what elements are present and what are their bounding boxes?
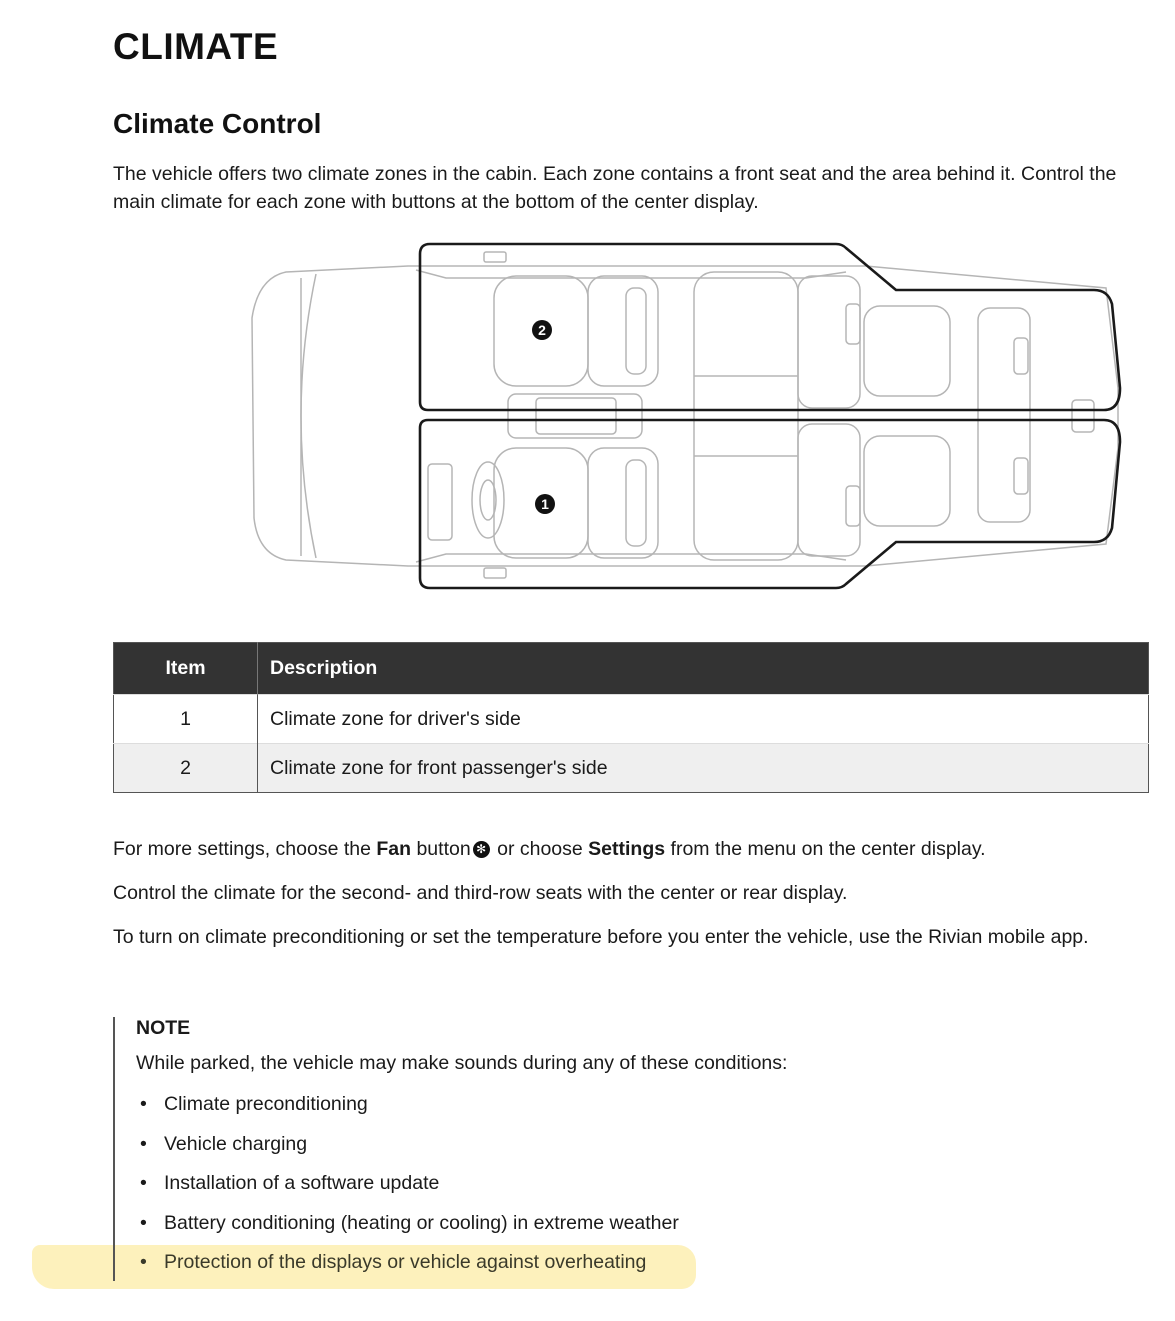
rear-climate-paragraph: Control the climate for the second- and third-row seats with the center or rear display.	[113, 882, 848, 904]
note-title: NOTE	[136, 1017, 191, 1039]
zone-1-outline	[420, 420, 1120, 588]
header-item: Item	[114, 643, 258, 695]
header-description: Description	[258, 643, 1149, 695]
intro-paragraph: The vehicle offers two climate zones in the cabin. Each zone contains a front seat and the area behind it. Control the main climate for each zone with buttons at the bottom of the center display.	[113, 163, 1117, 213]
table-row	[114, 744, 1149, 793]
page-title: CLIMATE	[113, 26, 279, 67]
zone-2-outline	[420, 244, 1120, 410]
list-item: • Climate preconditioning	[140, 1093, 368, 1115]
zone-2-badge	[532, 320, 552, 340]
zone-1-badge	[535, 494, 555, 514]
note-text: While parked, the vehicle may make sounds during any of these conditions:	[136, 1052, 788, 1074]
section-title: Climate Control	[113, 108, 322, 139]
table-row	[114, 695, 1149, 744]
items-table	[113, 642, 1149, 793]
list-item: • Battery conditioning (heating or cooling) in extreme weather	[140, 1211, 679, 1234]
list-item: • Installation of a software update	[140, 1172, 440, 1194]
row-description: Climate zone for front passenger's side	[258, 744, 1149, 793]
cabin-zone-diagram	[246, 238, 1126, 594]
table-header-row	[114, 643, 1149, 695]
svg-text:1: 1	[541, 496, 549, 512]
row-item: 2	[114, 744, 258, 793]
note-list	[136, 1093, 679, 1291]
row-description: Climate zone for driver's side	[258, 695, 1149, 744]
settings-paragraph: For more settings, choose the Fan button ✻ or choose Settings from the menu on the center display.	[113, 838, 986, 860]
list-item-highlighted: • Protection of the displays or vehicle against overheating	[140, 1251, 647, 1273]
preconditioning-paragraph: To turn on climate preconditioning or set the temperature before you enter the vehicle, use the Rivian mobile app.	[113, 926, 1089, 948]
list-item: • Vehicle charging	[140, 1132, 308, 1155]
settings-term: Settings	[588, 838, 666, 860]
note-callout	[113, 1017, 1135, 1281]
row-item: 1	[114, 695, 258, 744]
fan-term: Fan	[376, 838, 412, 860]
svg-text:2: 2	[538, 322, 546, 338]
fan-icon: ✻	[473, 841, 490, 858]
